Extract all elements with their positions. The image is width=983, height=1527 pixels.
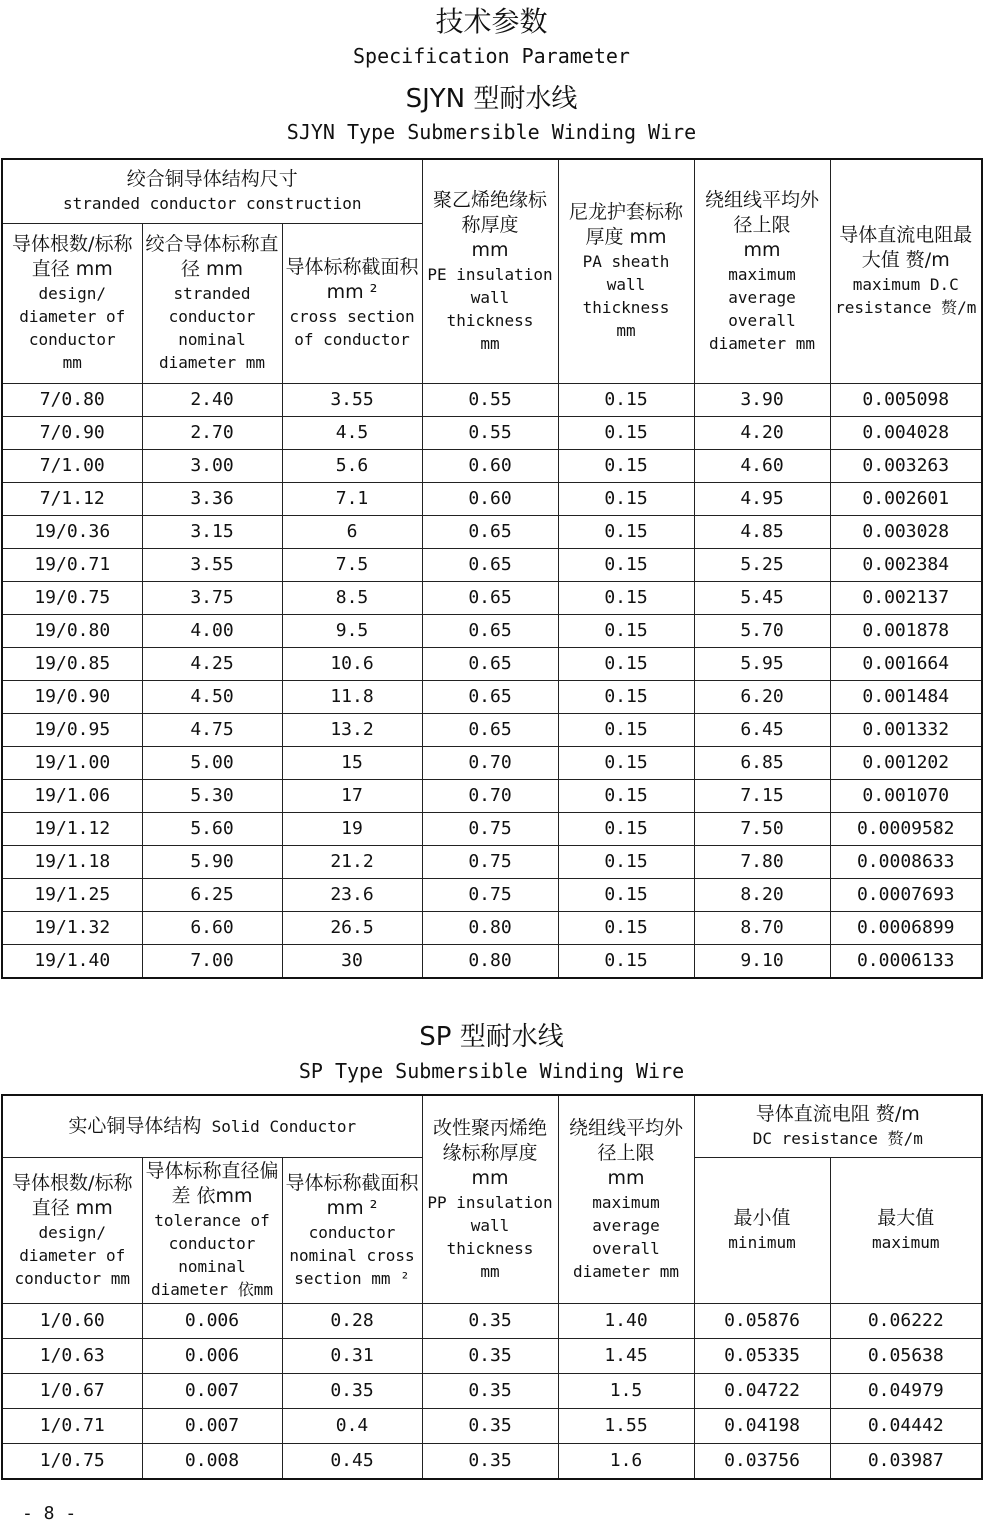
table-cell: 0.35 — [422, 1373, 558, 1408]
page-number: - 8 - — [22, 1503, 77, 1524]
solid-conductor-header: 实心铜导体结构 Solid Conductor — [2, 1095, 422, 1157]
table-row — [2, 812, 982, 845]
table-cell: 0.15 — [558, 911, 694, 944]
table-cell: 4.00 — [142, 614, 282, 647]
section2-title-en: SP Type Submersible Winding Wire — [298, 1059, 685, 1083]
table-cell: 0.007 — [142, 1373, 282, 1408]
sjyn-spec-table — [1, 158, 983, 979]
table-cell: 0.04722 — [694, 1373, 830, 1408]
table-cell: 0.05638 — [830, 1338, 982, 1373]
table-cell: 4.25 — [142, 647, 282, 680]
design-diameter-header: 导体根数/标称直径 mm design/ diameter of conductor mm — [2, 223, 142, 383]
table-row — [2, 779, 982, 812]
table-cell: 3.55 — [142, 548, 282, 581]
table-cell: 13.2 — [282, 713, 422, 746]
table-cell: 7/1.00 — [2, 449, 142, 482]
table-cell: 1/0.75 — [2, 1443, 142, 1479]
table-cell: 1/0.60 — [2, 1303, 142, 1338]
table-cell: 0.15 — [558, 416, 694, 449]
table-cell: 1.6 — [558, 1443, 694, 1479]
table-cell: 7.50 — [694, 812, 830, 845]
table-cell: 0.55 — [422, 383, 558, 416]
table-cell: 3.90 — [694, 383, 830, 416]
table-cell: 19/0.85 — [2, 647, 142, 680]
table-cell: 6 — [282, 515, 422, 548]
table-cell: 0.15 — [558, 680, 694, 713]
table-row — [2, 614, 982, 647]
table-cell: 8.20 — [694, 878, 830, 911]
table-cell: 19/0.75 — [2, 581, 142, 614]
table-cell: 5.6 — [282, 449, 422, 482]
table-cell: 0.31 — [282, 1338, 422, 1373]
table-cell: 6.60 — [142, 911, 282, 944]
table-cell: 1/0.71 — [2, 1408, 142, 1443]
table-cell: 0.04442 — [830, 1408, 982, 1443]
table-cell: 0.15 — [558, 647, 694, 680]
table-cell: 7.5 — [282, 548, 422, 581]
sp-cross-section-header: 导体标称截面积 mm ² conductor nominal cross section mm ² — [282, 1157, 422, 1303]
table-cell: 0.15 — [558, 449, 694, 482]
table-cell: 0.65 — [422, 647, 558, 680]
table-cell: 0.15 — [558, 746, 694, 779]
table-cell: 0.001664 — [830, 647, 982, 680]
table-cell: 19/1.25 — [2, 878, 142, 911]
table-cell: 0.03987 — [830, 1443, 982, 1479]
pa-sheath-header: 尼龙护套标称厚度 mm PA sheath wall thickness mm — [558, 159, 694, 383]
table-row — [2, 1338, 982, 1373]
table-cell: 7.00 — [142, 944, 282, 978]
table-cell: 19/0.71 — [2, 548, 142, 581]
table-cell: 0.008 — [142, 1443, 282, 1479]
table-cell: 19/1.00 — [2, 746, 142, 779]
table-cell: 0.55 — [422, 416, 558, 449]
table-cell: 4.95 — [694, 482, 830, 515]
table-cell: 4.20 — [694, 416, 830, 449]
tolerance-header: 导体标称直径偏差 依mm tolerance of conductor nominal diameter 依mm — [142, 1157, 282, 1303]
table-cell: 0.15 — [558, 944, 694, 978]
table-cell: 0.75 — [422, 812, 558, 845]
table-cell: 6.45 — [694, 713, 830, 746]
table-row — [2, 581, 982, 614]
table-cell: 0.15 — [558, 482, 694, 515]
table-cell: 0.45 — [282, 1443, 422, 1479]
table-cell: 0.04979 — [830, 1373, 982, 1408]
table-cell: 5.95 — [694, 647, 830, 680]
table-cell: 19 — [282, 812, 422, 845]
table-cell: 3.00 — [142, 449, 282, 482]
table-row — [2, 383, 982, 416]
table-cell: 0.15 — [558, 713, 694, 746]
table-cell: 0.001332 — [830, 713, 982, 746]
table-cell: 0.002137 — [830, 581, 982, 614]
table-cell: 3.36 — [142, 482, 282, 515]
table-cell: 19/1.12 — [2, 812, 142, 845]
table-cell: 7.15 — [694, 779, 830, 812]
sp-design-diameter-header: 导体根数/标称直径 mm design/ diameter of conductor mm — [2, 1157, 142, 1303]
table-cell: 0.006 — [142, 1303, 282, 1338]
table-cell: 21.2 — [282, 845, 422, 878]
table-cell: 0.70 — [422, 746, 558, 779]
table-cell: 1.40 — [558, 1303, 694, 1338]
table-row — [2, 845, 982, 878]
table-cell: 9.5 — [282, 614, 422, 647]
table-cell: 1/0.67 — [2, 1373, 142, 1408]
table-cell: 0.15 — [558, 515, 694, 548]
table-cell: 0.35 — [422, 1408, 558, 1443]
table-cell: 0.35 — [422, 1338, 558, 1373]
table-cell: 5.60 — [142, 812, 282, 845]
table-cell: 19/1.18 — [2, 845, 142, 878]
table-cell: 0.05876 — [694, 1303, 830, 1338]
table-row — [2, 1303, 982, 1338]
table-row — [2, 911, 982, 944]
table-cell: 0.15 — [558, 845, 694, 878]
sp-dc-resistance-header: 导体直流电阻 赘/m DC resistance 赘/m — [694, 1095, 982, 1157]
table-cell: 0.75 — [422, 845, 558, 878]
table-cell: 4.60 — [694, 449, 830, 482]
table-cell: 0.003028 — [830, 515, 982, 548]
table-cell: 10.6 — [282, 647, 422, 680]
table-cell: 19/0.36 — [2, 515, 142, 548]
table-cell: 4.5 — [282, 416, 422, 449]
table-cell: 9.10 — [694, 944, 830, 978]
table-row — [2, 449, 982, 482]
maximum-resistance-header: 最大值 maximum — [830, 1157, 982, 1303]
table-row — [2, 713, 982, 746]
pp-insulation-header: 改性聚丙烯绝缘标称厚度 mm PP insulation wall thickness mm — [422, 1095, 558, 1303]
table-cell: 3.55 — [282, 383, 422, 416]
table-cell: 6.20 — [694, 680, 830, 713]
table-cell: 3.75 — [142, 581, 282, 614]
table-cell: 0.03756 — [694, 1443, 830, 1479]
table-cell: 4.50 — [142, 680, 282, 713]
sp-table-body — [2, 1303, 982, 1479]
table-cell: 11.8 — [282, 680, 422, 713]
table-cell: 0.002384 — [830, 548, 982, 581]
table-cell: 0.006 — [142, 1338, 282, 1373]
table-cell: 0.80 — [422, 944, 558, 978]
stranded-construction-header: 绞合铜导体结构尺寸 stranded conductor construction — [2, 159, 422, 223]
table-cell: 4.75 — [142, 713, 282, 746]
table-cell: 2.40 — [142, 383, 282, 416]
table-cell: 0.4 — [282, 1408, 422, 1443]
table-cell: 19/0.80 — [2, 614, 142, 647]
page-title-en: Specification Parameter — [353, 44, 630, 68]
table-cell: 0.001878 — [830, 614, 982, 647]
table-row — [2, 680, 982, 713]
table-cell: 0.005098 — [830, 383, 982, 416]
table-cell: 0.06222 — [830, 1303, 982, 1338]
table-cell: 0.28 — [282, 1303, 422, 1338]
table-cell: 0.65 — [422, 548, 558, 581]
stranded-diameter-header: 绞合导体标称直径 mm stranded conductor nominal diameter mm — [142, 223, 282, 383]
table-cell: 0.15 — [558, 548, 694, 581]
table-cell: 5.00 — [142, 746, 282, 779]
table-row — [2, 416, 982, 449]
dc-resistance-header: 导体直流电阻最大值 赘/m maximum D.C resistance 赘/m — [830, 159, 982, 383]
table-cell: 26.5 — [282, 911, 422, 944]
table-cell: 7/0.80 — [2, 383, 142, 416]
table-cell: 8.70 — [694, 911, 830, 944]
table-cell: 0.65 — [422, 713, 558, 746]
table-cell: 0.65 — [422, 680, 558, 713]
table-cell: 0.001070 — [830, 779, 982, 812]
table-row — [2, 878, 982, 911]
table-cell: 0.35 — [282, 1373, 422, 1408]
table-cell: 0.15 — [558, 812, 694, 845]
table-cell: 0.35 — [422, 1303, 558, 1338]
table-row — [2, 1408, 982, 1443]
table-cell: 4.85 — [694, 515, 830, 548]
table-cell: 6.25 — [142, 878, 282, 911]
table-cell: 7.1 — [282, 482, 422, 515]
table-row — [2, 548, 982, 581]
section1-title-en: SJYN Type Submersible Winding Wire — [286, 120, 697, 144]
pe-insulation-header: 聚乙烯绝缘标称厚度 mm PE insulation wall thickness mm — [422, 159, 558, 383]
table-cell: 0.05335 — [694, 1338, 830, 1373]
table-cell: 7/0.90 — [2, 416, 142, 449]
table-cell: 19/0.95 — [2, 713, 142, 746]
table-cell: 0.35 — [422, 1443, 558, 1479]
table-cell: 23.6 — [282, 878, 422, 911]
table-cell: 17 — [282, 779, 422, 812]
table-cell: 5.70 — [694, 614, 830, 647]
table-cell: 5.30 — [142, 779, 282, 812]
table-cell: 0.0008633 — [830, 845, 982, 878]
table-cell: 19/0.90 — [2, 680, 142, 713]
table-row — [2, 515, 982, 548]
sp-overall-diameter-header: 绕组线平均外径上限 mm maximum average overall diameter mm — [558, 1095, 694, 1303]
table-cell: 0.65 — [422, 614, 558, 647]
table-cell: 0.65 — [422, 515, 558, 548]
section1-title-cn: SJYN 型耐水线 — [405, 84, 578, 114]
table-row — [2, 944, 982, 978]
table-cell: 7.80 — [694, 845, 830, 878]
table-cell: 0.007 — [142, 1408, 282, 1443]
table-cell: 1/0.63 — [2, 1338, 142, 1373]
table-cell: 5.45 — [694, 581, 830, 614]
table-cell: 8.5 — [282, 581, 422, 614]
table-cell: 1.55 — [558, 1408, 694, 1443]
table-cell: 0.65 — [422, 581, 558, 614]
table-cell: 1.45 — [558, 1338, 694, 1373]
table-cell: 0.0007693 — [830, 878, 982, 911]
table-cell: 30 — [282, 944, 422, 978]
table-cell: 0.04198 — [694, 1408, 830, 1443]
table-cell: 0.003263 — [830, 449, 982, 482]
table-cell: 19/1.40 — [2, 944, 142, 978]
table-cell: 0.75 — [422, 878, 558, 911]
table-row — [2, 746, 982, 779]
table-cell: 0.80 — [422, 911, 558, 944]
sjyn-table-body — [2, 383, 982, 978]
table-row — [2, 1443, 982, 1479]
table-cell: 0.0006899 — [830, 911, 982, 944]
table-row — [2, 1373, 982, 1408]
table-row — [2, 482, 982, 515]
minimum-resistance-header: 最小值 minimum — [694, 1157, 830, 1303]
table-cell: 19/1.32 — [2, 911, 142, 944]
table-cell: 5.25 — [694, 548, 830, 581]
table-cell: 0.001202 — [830, 746, 982, 779]
table-cell: 6.85 — [694, 746, 830, 779]
table-cell: 0.15 — [558, 614, 694, 647]
sp-spec-table — [1, 1094, 983, 1480]
table-row — [2, 647, 982, 680]
table-cell: 0.60 — [422, 482, 558, 515]
table-cell: 0.004028 — [830, 416, 982, 449]
table-cell: 0.60 — [422, 449, 558, 482]
section2-title-cn: SP 型耐水线 — [419, 1022, 564, 1052]
table-cell: 15 — [282, 746, 422, 779]
table-cell: 0.15 — [558, 779, 694, 812]
table-cell: 0.0009582 — [830, 812, 982, 845]
table-cell: 1.5 — [558, 1373, 694, 1408]
table-cell: 5.90 — [142, 845, 282, 878]
table-cell: 0.15 — [558, 581, 694, 614]
table-cell: 0.15 — [558, 383, 694, 416]
table-cell: 19/1.06 — [2, 779, 142, 812]
table-cell: 3.15 — [142, 515, 282, 548]
overall-diameter-header: 绕组线平均外径上限 mm maximum average overall diameter mm — [694, 159, 830, 383]
table-cell: 0.15 — [558, 878, 694, 911]
table-cell: 0.0006133 — [830, 944, 982, 978]
page-title-cn: 技术参数 — [435, 5, 548, 38]
cross-section-header: 导体标称截面积 mm ² cross section of conductor — [282, 223, 422, 383]
table-cell: 0.70 — [422, 779, 558, 812]
table-cell: 2.70 — [142, 416, 282, 449]
table-cell: 7/1.12 — [2, 482, 142, 515]
table-cell: 0.002601 — [830, 482, 982, 515]
table-cell: 0.001484 — [830, 680, 982, 713]
